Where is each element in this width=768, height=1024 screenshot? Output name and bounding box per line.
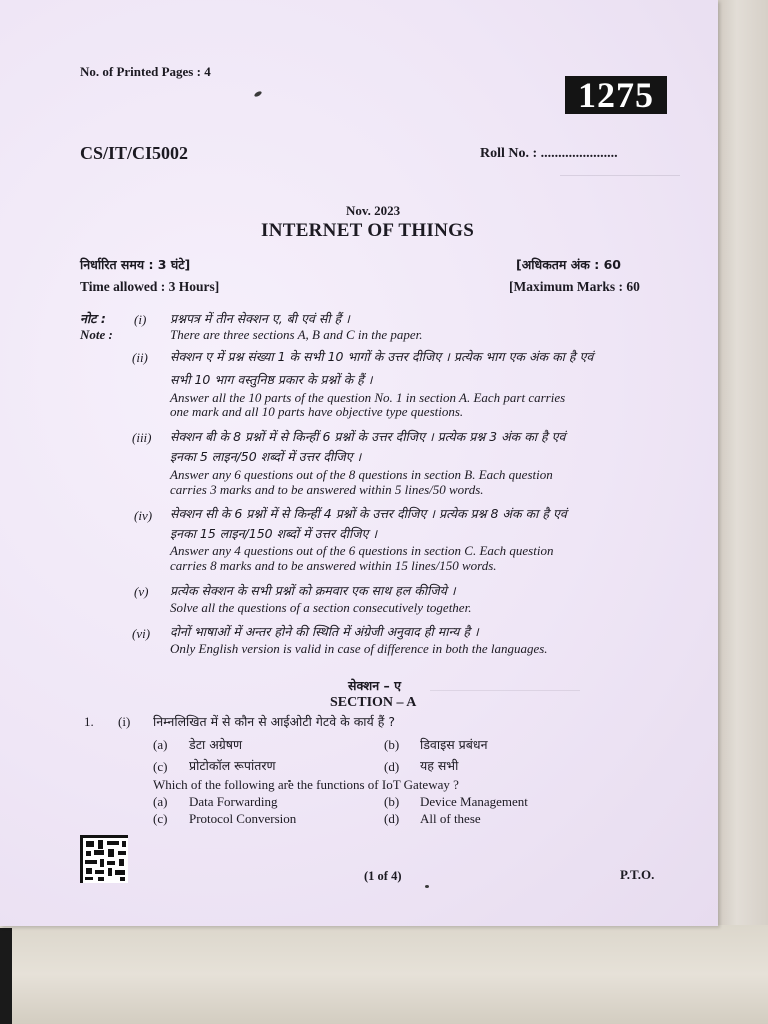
note-item-number: (vi): [132, 626, 151, 641]
question-text-hindi: निम्नलिखित में से कौन से आईओटी गेटवे के कार्य हैं ?: [153, 714, 395, 729]
option-label: (d): [384, 811, 400, 826]
note-item-hindi: सेक्शन बी के 8 प्रश्नों में से किन्हीं 6 प्रश्नों के उत्तर दीजिए । प्रत्येक प्रश्न 3 अंक का है एवं: [170, 429, 566, 444]
note-item-hindi: सेक्शन सी के 6 प्रश्नों में से किन्हीं 4 प्रश्नों के उत्तर दीजिए । प्रत्येक प्रश्न 8 अंक का है एवं: [170, 506, 567, 521]
note-item-hindi: प्रश्नपत्र में तीन सेक्शन ए, बी एवं सी हैं ।: [170, 311, 350, 326]
exam-session: Nov. 2023: [346, 203, 401, 218]
option-text-hindi: यह सभी: [420, 758, 459, 773]
printed-pages-label: No. of Printed Pages : 4: [80, 64, 211, 79]
ink-speck: [425, 885, 429, 888]
option-text-english: Device Management: [420, 794, 528, 809]
note-label-english: Note :: [80, 327, 113, 342]
option-text-hindi: डिवाइस प्रबंधन: [420, 737, 488, 752]
option-label: (b): [384, 737, 400, 752]
ink-speck: [254, 90, 263, 97]
note-item-hindi: इनका 5 लाइन/50 शब्दों में उत्तर दीजिए ।: [170, 449, 362, 464]
page-number: (1 of 4): [364, 869, 402, 883]
section-heading-english: SECTION – A: [330, 695, 417, 710]
qr-code-icon: [80, 835, 128, 883]
note-item-english: Answer all the 10 parts of the question No. 1 in section A. Each part carries: [170, 390, 566, 405]
note-item-english: Solve all the questions of a section consecutively together.: [170, 600, 472, 615]
option-label: (d): [384, 759, 400, 774]
note-item-english: Answer any 6 questions out of the 8 questions in section B. Each question: [170, 467, 553, 482]
binder-edge: [0, 928, 12, 1024]
max-marks-english: [Maximum Marks : 60: [509, 279, 640, 294]
please-turn-over: P.T.O.: [620, 867, 655, 882]
option-label: (b): [384, 794, 400, 809]
roll-number-field: Roll No. : ......................: [480, 146, 618, 161]
note-item-english: Only English version is valid in case of difference in both the languages.: [170, 641, 548, 656]
note-item-hindi: दोनों भाषाओं में अन्तर होने की स्थिति में अंग्रेजी अनुवाद ही मान्य है ।: [170, 624, 479, 639]
note-item-english: Answer any 4 questions out of the 6 questions in section C. Each question: [170, 543, 554, 558]
max-marks-hindi: [अधिकतम अंक : 60: [516, 257, 621, 272]
time-allowed-hindi: निर्धारित समय : 3 घंटे]: [80, 257, 191, 272]
note-item-number: (ii): [132, 350, 148, 365]
option-text-hindi: डेटा अग्रेषण: [189, 737, 243, 752]
subject-code: CS/IT/CI5002: [80, 143, 189, 163]
show-through-mark: [560, 175, 680, 177]
option-text-english: Data Forwarding: [189, 794, 278, 809]
note-item-english: one mark and all 10 parts have objective type questions.: [170, 404, 464, 419]
option-label: (c): [153, 759, 168, 774]
note-label-hindi: नोट :: [80, 311, 106, 326]
note-item-number: (iv): [134, 508, 153, 523]
note-item-hindi: इनका 15 लाइन/150 शब्दों में उत्तर दीजिए ।: [170, 526, 378, 541]
question-part-number: (i): [118, 714, 131, 729]
option-text-hindi: प्रोटोकॉल रूपांतरण: [189, 758, 276, 773]
question-number: 1.: [84, 714, 94, 729]
section-heading-hindi: सेक्शन – ए: [348, 678, 402, 693]
background-desk: [716, 0, 768, 1024]
note-item-hindi: सेक्शन ए में प्रश्न संख्या 1 के सभी 10 भागों के उत्तर दीजिए । प्रत्येक भाग एक अंक का है एवं: [170, 349, 594, 364]
option-text-english: Protocol Conversion: [189, 811, 297, 826]
note-item-number: (iii): [132, 430, 152, 445]
note-item-number: (i): [134, 312, 147, 327]
exam-title: INTERNET OF THINGS: [261, 220, 475, 241]
note-item-english: carries 8 marks and to be answered within 15 lines/150 words.: [170, 558, 497, 573]
note-item-hindi: प्रत्येक सेक्शन के सभी प्रश्नों को क्रमवार एक साथ हल कीजिये ।: [170, 583, 456, 598]
option-text-english: All of these: [420, 811, 481, 826]
background-table: [0, 925, 768, 1024]
note-item-english: There are three sections A, B and C in the paper.: [170, 327, 423, 342]
question-text-english: Which of the following are the functions of IoT Gateway ?: [153, 777, 459, 792]
option-label: (a): [153, 794, 168, 809]
option-label: (c): [153, 811, 168, 826]
note-item-hindi: सभी 10 भाग वस्तुनिष्ठ प्रकार के प्रश्नों के हैं ।: [170, 372, 373, 387]
option-label: (a): [153, 737, 168, 752]
time-allowed-english: Time allowed : 3 Hours]: [80, 279, 220, 294]
note-item-english: carries 3 marks and to be answered within 5 lines/50 words.: [170, 482, 484, 497]
show-through-mark: [430, 690, 580, 692]
paper-code-box: 1275: [565, 76, 667, 114]
note-item-number: (v): [134, 584, 149, 599]
